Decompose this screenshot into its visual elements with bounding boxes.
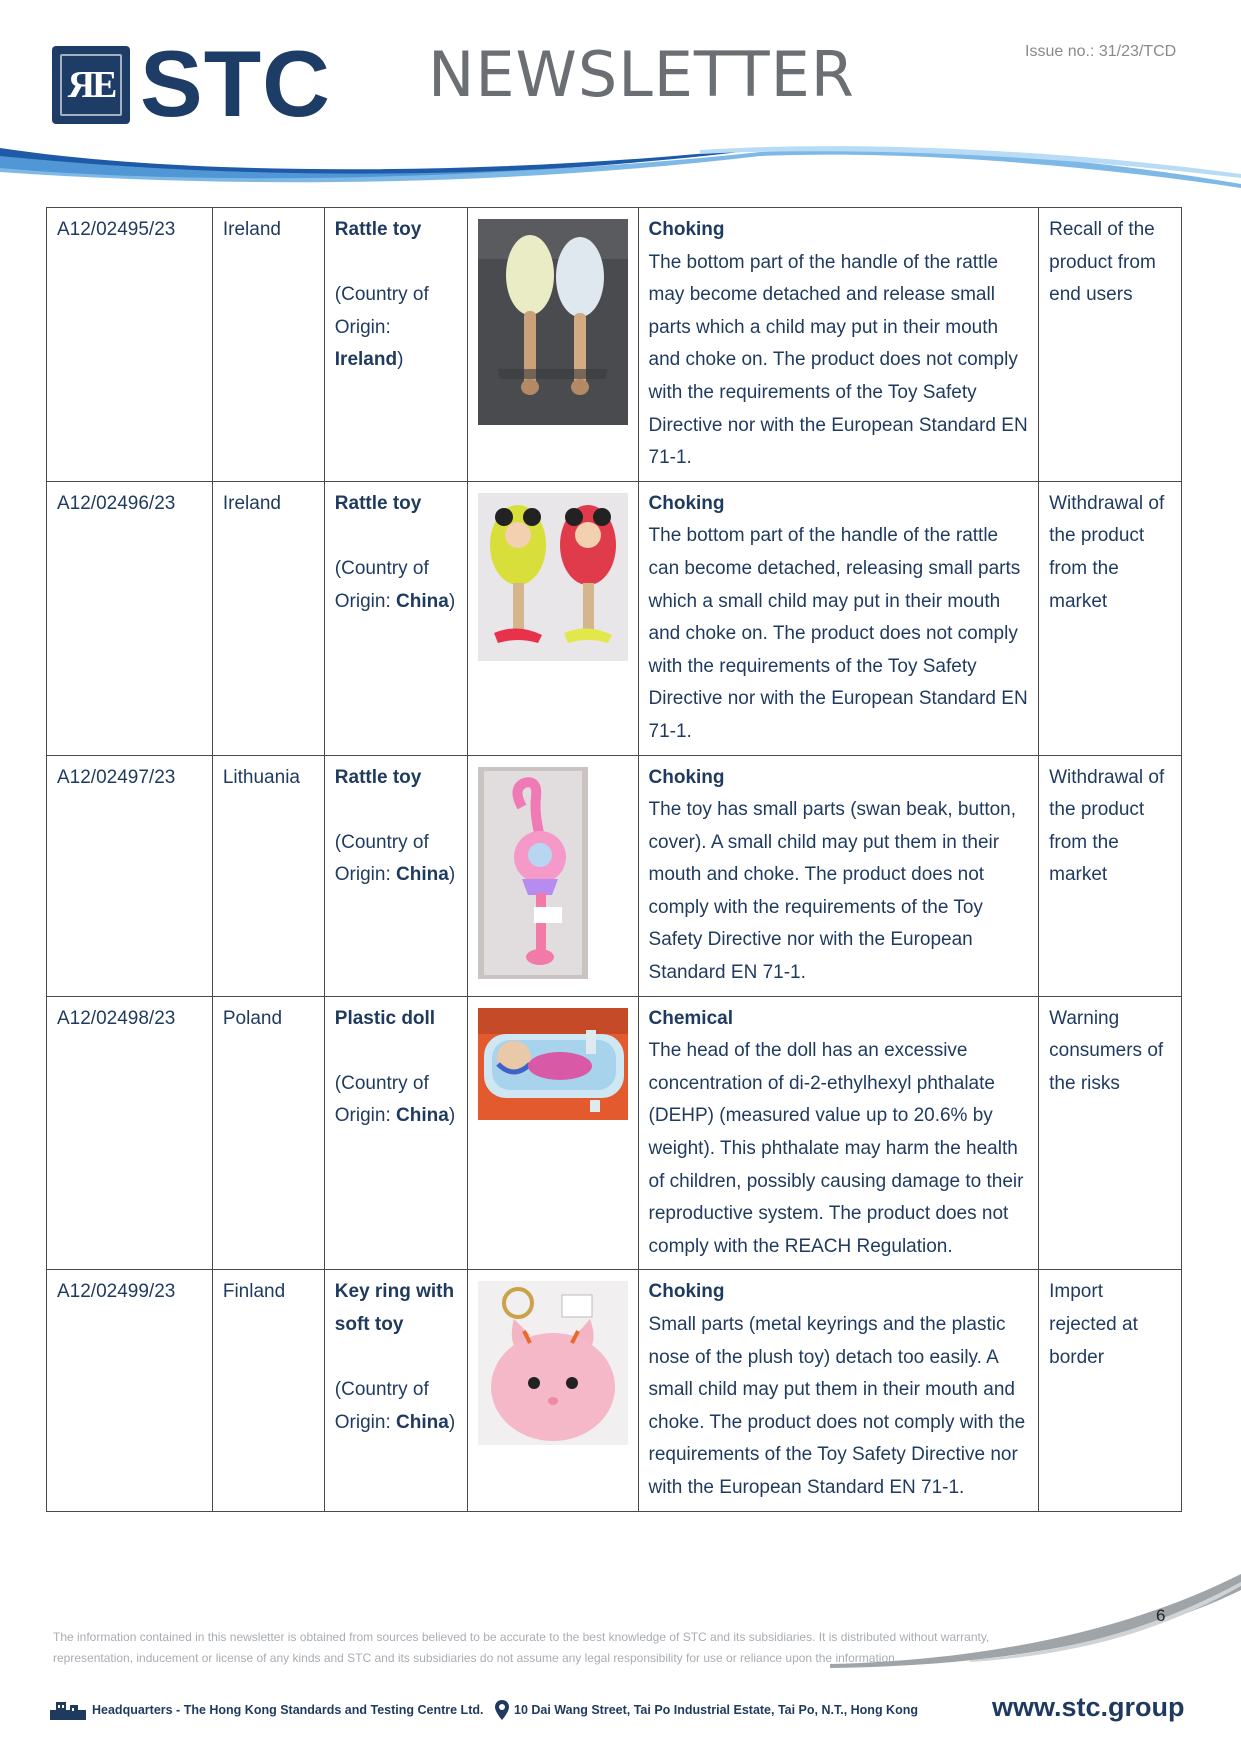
- risk-type: Choking: [648, 1281, 725, 1303]
- product-name: Rattle toy: [334, 766, 422, 788]
- risk-description: The bottom part of the handle of the rattle can become detached, releasing small parts which a small child may put in their mouth and choke on. The product does not comply with the requirements of the Toy Safety Directive nor with the European Standard EN 71-1.: [648, 525, 1028, 742]
- risk-type: Choking: [648, 766, 725, 788]
- product-cell: [324, 208, 467, 482]
- notifying-country-cell: Finland: [212, 1270, 324, 1511]
- risk-cell: [638, 1270, 1039, 1511]
- risk-cell: [638, 996, 1039, 1270]
- table-row: [47, 481, 1182, 755]
- origin-suffix: ): [397, 349, 404, 371]
- disclaimer-text: The information contained in this newsletter is obtained from sources believed to be accurate to the best knowledge of STC and its subsidiaries. It is distributed without warranty, representation, inducement or license of any kinds and STC and its subsidiaries do not assume any legal responsibility for use or reliance upon the information.: [53, 1630, 990, 1665]
- product-cell: [324, 996, 467, 1270]
- notifying-country-cell: Lithuania: [212, 755, 324, 996]
- headquarters-info: [50, 1700, 483, 1720]
- reference-cell: A12/02498/23: [47, 996, 213, 1270]
- page-footer: [50, 1692, 1200, 1740]
- address-label: 10 Dai Wang Street, Tai Po Industrial Estate, Tai Po, N.T., Hong Kong: [514, 1703, 918, 1717]
- product-cell: [324, 481, 467, 755]
- reference-cell: A12/02495/23: [47, 208, 213, 482]
- page-number: 6: [1156, 1606, 1166, 1625]
- table-row: [47, 755, 1182, 996]
- building-icon: [50, 1700, 86, 1720]
- product-name: Key ring with soft toy: [334, 1281, 455, 1335]
- notifying-country-cell: Ireland: [212, 481, 324, 755]
- risk-description: The head of the doll has an excessive concentration of di-2-ethylhexyl phthalate (DEHP) (measured value up to 20.6% by weight). This phthalate may harm the health of children, possibly causing damage to their reproductive system. The product does not comply with the REACH Regulation.: [648, 1040, 1024, 1257]
- reference-cell: A12/02497/23: [47, 755, 213, 996]
- risk-type: Choking: [648, 219, 725, 240]
- header-swoosh-decoration: [0, 138, 1241, 198]
- stc-logo-text: STC: [140, 31, 331, 136]
- risk-description: Small parts (metal keyrings and the plastic nose of the plush toy) detach too easily. A small child may put them in their mouth and choke. The product does not comply with the requirements of the Toy Safety Directive nor with the European Standard EN 71-1.: [648, 1314, 1026, 1498]
- origin-suffix: ): [448, 1105, 456, 1127]
- risk-type: Chemical: [648, 1007, 733, 1029]
- doll-bathtub-photo-icon: [478, 1008, 628, 1120]
- image-cell: [467, 755, 638, 996]
- issue-number: Issue no.: 31/23/TCD: [1025, 43, 1177, 60]
- recall-table: [46, 207, 1182, 1512]
- product-cell: [324, 1270, 467, 1511]
- risk-description: The toy has small parts (swan beak, button, cover). A small child may put them in their mouth and choke. The product does not comply with the requirements of the Toy Safety Directive nor with the European Standard EN 71-1.: [648, 799, 1017, 984]
- origin-country: China: [396, 864, 449, 886]
- risk-description: The bottom part of the handle of the rattle may become detached and release small parts which a child may put in their mouth and choke on. The product does not comply with the requirements of the Toy Safety Directive nor with the European Standard EN 71-1.: [648, 251, 1028, 469]
- table-row: [47, 1270, 1182, 1511]
- product-name: Plastic doll: [334, 1007, 436, 1029]
- product-name: Rattle toy: [334, 219, 422, 240]
- maracas-photo-icon: [478, 219, 628, 425]
- measures-cell: Warning consumers of the risks: [1039, 996, 1182, 1270]
- image-cell: [467, 481, 638, 755]
- product-cell: [324, 755, 467, 996]
- image-cell: [467, 996, 638, 1270]
- origin-suffix: ): [448, 590, 456, 612]
- reference-cell: A12/02499/23: [47, 1270, 213, 1511]
- risk-cell: [638, 481, 1039, 755]
- measures-cell: Withdrawal of the product from the market: [1039, 481, 1182, 755]
- flamingo-rattle-photo-icon: [478, 767, 628, 979]
- notifying-country-cell: Ireland: [212, 208, 324, 482]
- website-link[interactable]: www.stc.group: [992, 1692, 1185, 1722]
- origin-suffix: ): [448, 864, 456, 886]
- notifying-country-cell: Poland: [212, 996, 324, 1270]
- origin-country: Ireland: [334, 349, 398, 371]
- headquarters-label: Headquarters - The Hong Kong Standards and Testing Centre Ltd.: [92, 1703, 484, 1717]
- origin-country: China: [396, 590, 449, 612]
- table-row: [47, 996, 1182, 1270]
- address-info: [495, 1700, 918, 1720]
- reference-cell: A12/02496/23: [47, 481, 213, 755]
- risk-cell: [638, 755, 1039, 996]
- image-cell: [467, 1270, 638, 1511]
- origin-prefix: (Country of Origin:: [334, 284, 429, 338]
- stc-logo: [50, 31, 350, 136]
- image-cell: [467, 208, 638, 482]
- risk-type: Choking: [648, 492, 725, 514]
- origin-suffix: ): [448, 1411, 456, 1433]
- origin-prefix: (Country of Origin:: [334, 831, 429, 886]
- origin-prefix: (Country of Origin:: [334, 1379, 429, 1433]
- origin-country: China: [396, 1411, 449, 1433]
- stc-logo-mark: ЯE: [52, 46, 130, 124]
- plush-bunny-keyring-photo-icon: [478, 1281, 628, 1445]
- product-name: Rattle toy: [334, 492, 422, 514]
- newsletter-title: NEWSLETTER: [428, 38, 855, 111]
- mickey-rattles-photo-icon: [478, 493, 628, 661]
- risk-cell: [638, 208, 1039, 482]
- measures-cell: Recall of the product from end users: [1039, 208, 1182, 482]
- origin-prefix: (Country of Origin:: [334, 1072, 429, 1127]
- page-header: [0, 0, 1241, 200]
- origin-prefix: (Country of Origin:: [334, 557, 429, 612]
- location-pin-icon: [495, 1700, 509, 1720]
- origin-country: China: [396, 1105, 449, 1127]
- table-row: [47, 208, 1182, 482]
- measures-cell: Withdrawal of the product from the market: [1039, 755, 1182, 996]
- measures-cell: Import rejected at border: [1039, 1270, 1182, 1511]
